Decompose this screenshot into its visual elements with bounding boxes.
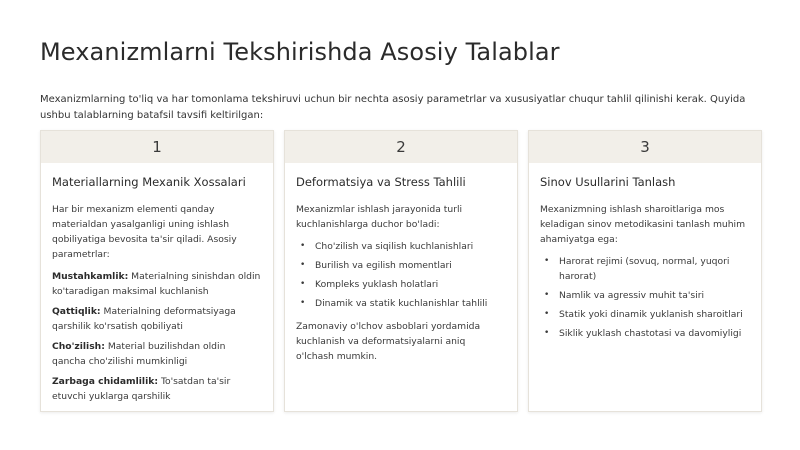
list-item bbox=[296, 258, 506, 273]
card-body bbox=[529, 163, 761, 341]
list-item bbox=[540, 288, 750, 303]
card-title: Sinov Usullarini Tanlash bbox=[540, 175, 676, 189]
property-label: Qattiqlik: bbox=[52, 306, 101, 317]
cards-row bbox=[40, 130, 762, 412]
card-body bbox=[41, 163, 273, 404]
card-number: 2 bbox=[285, 131, 517, 163]
card-footer-text: Zamonaviy o'lchov asboblari yordamida kuchlanish va deformatsiyalarni aniq o'lchash mumkin. bbox=[296, 321, 481, 362]
bullet-icon: • bbox=[544, 256, 550, 266]
bullet-list bbox=[296, 239, 506, 311]
card-description: Har bir mexanizm elementi qanday materialdan yasalganligi uning ishlash qobiliyatiga bevosita ta'sir qiladi. Asosiy parametrlar: bbox=[52, 204, 237, 260]
card-test-methods bbox=[528, 130, 762, 412]
property-label: Zarbaga chidamlilik: bbox=[52, 376, 159, 387]
bullet-list bbox=[540, 254, 750, 341]
property-text: To'satdan ta'sir etuvchi yuklarga qarshilik bbox=[52, 376, 231, 402]
card-number: 3 bbox=[529, 131, 761, 163]
bullet-icon: • bbox=[544, 309, 550, 319]
bullet-icon: • bbox=[300, 260, 306, 270]
bullet-icon: • bbox=[544, 328, 550, 338]
list-item-text: Kompleks yuklash holatlari bbox=[315, 279, 439, 290]
property-item bbox=[52, 374, 262, 404]
card-body bbox=[285, 163, 517, 364]
card-stress-analysis bbox=[284, 130, 518, 412]
list-item bbox=[540, 307, 750, 322]
bullet-icon: • bbox=[544, 290, 550, 300]
property-label: Mustahkamlik: bbox=[52, 271, 129, 282]
property-item bbox=[52, 339, 262, 369]
bullet-icon: • bbox=[300, 241, 306, 251]
list-item-text: Harorat rejimi (sovuq, normal, yuqori harorat) bbox=[559, 256, 730, 282]
property-item bbox=[52, 269, 262, 299]
list-item bbox=[296, 296, 506, 311]
property-item bbox=[52, 304, 262, 334]
bullet-icon: • bbox=[300, 279, 306, 289]
list-item bbox=[296, 239, 506, 254]
page-title: Mexanizmlarni Tekshirishda Asosiy Talablar bbox=[40, 38, 560, 66]
intro-text: Mexanizmlarning to'liq va har tomonlama tekshiruvi uchun bir nechta asosiy parametrlar va xususiyatlar chuqur tahlil qilinishi kerak. Quyida ushbu talablarning batafsil tavsifi keltirilgan: bbox=[40, 94, 746, 121]
list-item bbox=[296, 277, 506, 292]
bullet-icon: • bbox=[300, 298, 306, 308]
card-material-properties bbox=[40, 130, 274, 412]
list-item-text: Siklik yuklash chastotasi va davomiyligi bbox=[559, 328, 742, 339]
list-item-text: Cho'zilish va siqilish kuchlanishlari bbox=[315, 241, 474, 252]
list-item-text: Burilish va egilish momentlari bbox=[315, 260, 452, 271]
card-description: Mexanizmning ishlash sharoitlariga mos keladigan sinov metodikasini tanlash muhim ahamiyatga ega: bbox=[540, 204, 746, 245]
list-item bbox=[540, 254, 750, 284]
list-item-text: Statik yoki dinamik yuklanish sharoitlari bbox=[559, 309, 743, 320]
card-number: 1 bbox=[41, 131, 273, 163]
property-text: Material buzilishdan oldin qancha cho'zilishi mumkinligi bbox=[52, 341, 226, 367]
property-label: Cho'zilish: bbox=[52, 341, 105, 352]
card-description: Mexanizmlar ishlash jarayonida turli kuchlanishlarga duchor bo'ladi: bbox=[296, 204, 463, 230]
property-text: Materialning deformatsiyaga qarshilik ko'rsatish qobiliyati bbox=[52, 306, 236, 332]
card-title: Materiallarning Mexanik Xossalari bbox=[52, 175, 246, 189]
list-item bbox=[540, 326, 750, 341]
card-title: Deformatsiya va Stress Tahlili bbox=[296, 175, 466, 189]
property-text: Materialning sinishdan oldin ko'taradigan maksimal kuchlanish bbox=[52, 271, 261, 297]
list-item-text: Namlik va agressiv muhit ta'siri bbox=[559, 290, 705, 301]
list-item-text: Dinamik va statik kuchlanishlar tahlili bbox=[315, 298, 488, 309]
